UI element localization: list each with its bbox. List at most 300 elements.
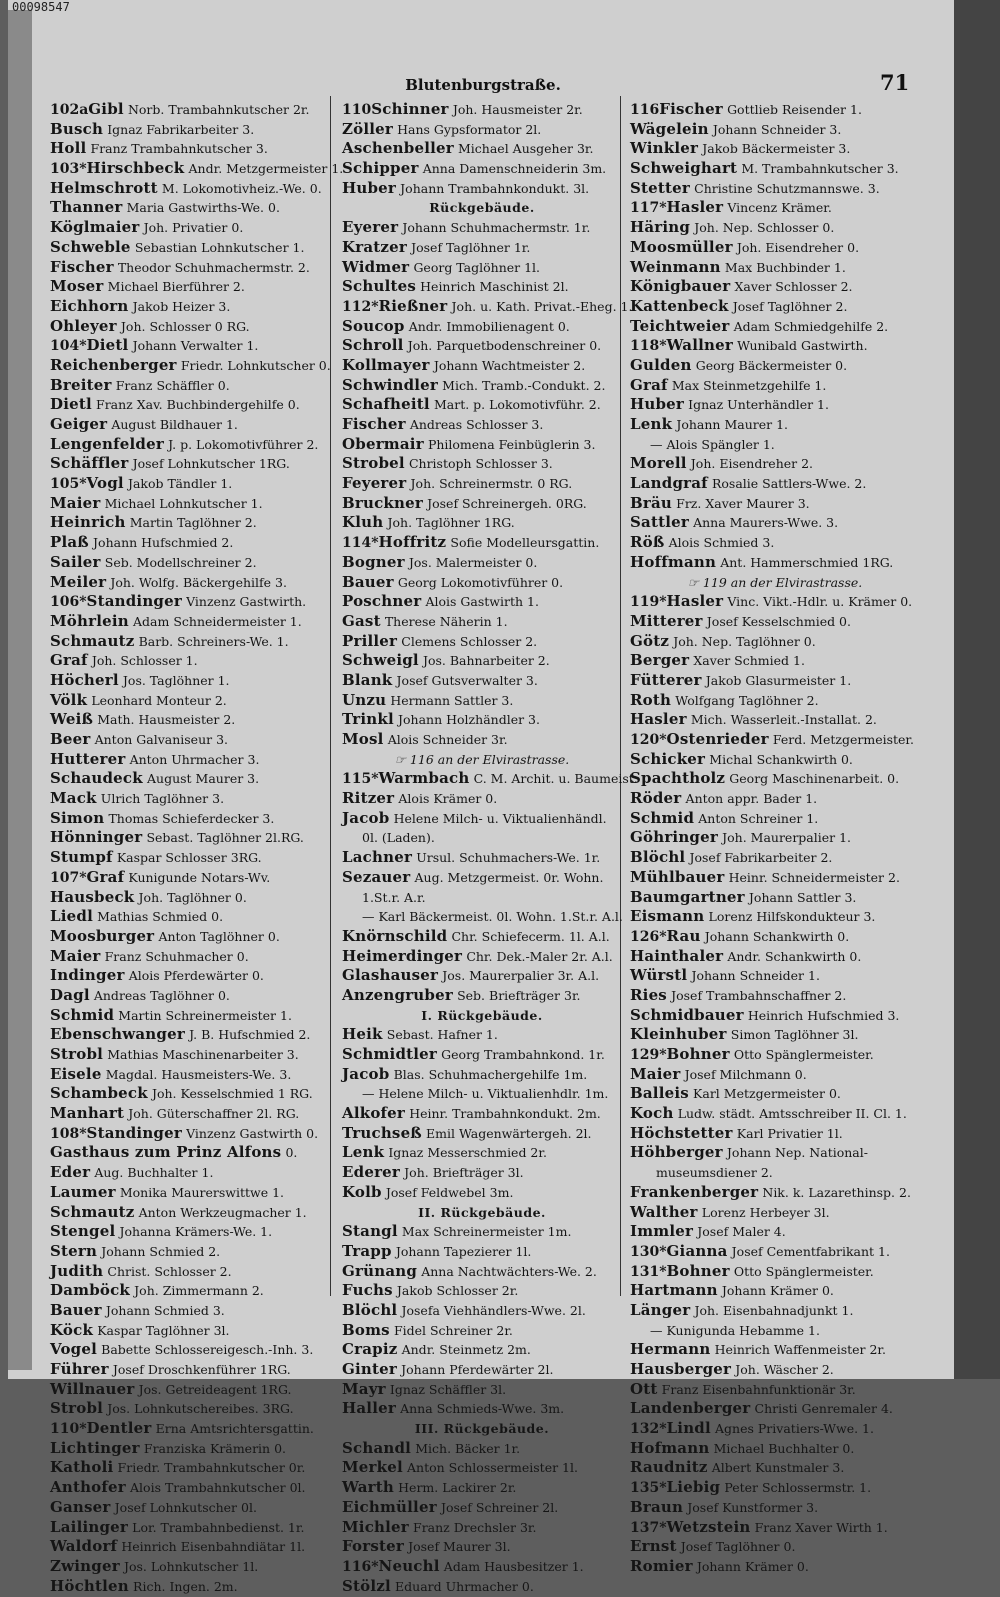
resident-surname: Priller: [342, 631, 398, 650]
section-heading: [342, 1419, 622, 1439]
resident-surname: Moosburger: [50, 926, 155, 945]
resident-entry: [342, 1242, 622, 1262]
resident-details: Adam Schneidermeister 1.: [133, 613, 302, 629]
resident-entry: [630, 750, 920, 770]
resident-entry: [630, 1498, 920, 1518]
resident-surname: Grünang: [342, 1261, 418, 1280]
resident-details: Agnes Privatiers-Wwe. 1.: [715, 1421, 874, 1437]
resident-surname: Ritzer: [342, 789, 395, 808]
resident-entry: [342, 356, 622, 376]
resident-surname: Koch: [630, 1104, 674, 1123]
resident-entry: [630, 179, 920, 199]
resident-details: Otto Spänglermeister.: [733, 1263, 874, 1279]
resident-surname: Liebig: [666, 1478, 721, 1497]
resident-surname: Göhringer: [630, 828, 718, 847]
resident-entry: [50, 258, 322, 278]
resident-surname: Hönninger: [50, 828, 143, 847]
resident-entry: [630, 927, 920, 947]
resident-surname: Stern: [50, 1241, 98, 1260]
resident-surname: Strobl: [50, 1399, 104, 1418]
resident-details: Joh. Wäscher 2.: [735, 1362, 834, 1377]
resident-details: Erna Amtsrichtersgattin.: [155, 1421, 314, 1437]
column-1: [50, 100, 344, 1596]
resident-entry: [630, 395, 920, 415]
resident-details: Franz Trambahnkutscher 3.: [90, 141, 268, 157]
resident-surname: Strobl: [50, 1045, 104, 1063]
resident-details: M. Lokomotivheiz.-We. 0.: [161, 180, 322, 196]
entry-continuation: [342, 907, 622, 927]
resident-entry: [342, 651, 622, 671]
resident-surname: Waldorf: [50, 1537, 118, 1556]
resident-entry: [630, 474, 920, 494]
resident-entry: [342, 296, 633, 317]
resident-details: August Maurer 3.: [147, 771, 260, 787]
resident-details: Adam Hausbesitzer 1.: [443, 1558, 584, 1574]
resident-entry: [342, 218, 622, 238]
resident-details: Anna Damenschneiderin 3m.: [422, 161, 607, 177]
entry-continuation: [342, 1084, 622, 1104]
resident-surname: Breiter: [50, 375, 112, 394]
entry-continuation: [630, 435, 920, 455]
resident-surname: Sailer: [50, 552, 101, 571]
resident-entry: [50, 1281, 322, 1301]
entry-continuation: [342, 828, 622, 848]
resident-entry: [342, 1262, 622, 1282]
resident-details: Anton Taglöhner 0.: [158, 928, 280, 944]
resident-entry: [50, 671, 322, 691]
resident-entry: [342, 474, 622, 494]
resident-details: Kaspar Taglöhner 3l.: [97, 1322, 230, 1338]
resident-surname: Bauer: [50, 1300, 102, 1319]
resident-entry: [342, 238, 622, 258]
resident-entry: [630, 1203, 920, 1223]
entry-continuation-text: — Kunigunda Hebamme 1.: [650, 1322, 820, 1338]
resident-details: Rosalie Sattlers-Wwe. 2.: [711, 476, 867, 492]
resident-details: Joh. Parquetbodenschreiner 0.: [407, 338, 602, 354]
resident-details: Franz Xaver Wirth 1.: [754, 1519, 888, 1535]
resident-surname: Hainthaler: [630, 946, 724, 965]
resident-details: Jos. Lohnkutschereibes. 3RG.: [107, 1401, 294, 1417]
resident-surname: Obermair: [342, 434, 424, 453]
resident-entry: [630, 238, 920, 258]
resident-entry: [630, 1065, 920, 1085]
resident-entry: [342, 1124, 622, 1144]
resident-surname: Thanner: [50, 198, 123, 217]
house-number: 107*: [50, 869, 87, 886]
resident-details: Joh. Zimmermann 2.: [134, 1283, 264, 1299]
resident-surname: Heinrich: [50, 513, 126, 532]
resident-details: Joh. Güterschaffner 2l. RG.: [128, 1106, 300, 1122]
resident-entry: [630, 553, 920, 573]
house-number: 103*: [50, 161, 87, 178]
resident-details: Alois Gastwirth 1.: [425, 594, 539, 610]
resident-surname: Braun: [630, 1497, 684, 1516]
resident-entry: [50, 907, 322, 927]
resident-entry: [342, 671, 622, 691]
resident-details: Otto Spänglermeister.: [733, 1047, 874, 1062]
resident-details: Hermann Sattler 3.: [390, 692, 514, 708]
resident-surname: Manhart: [50, 1104, 125, 1123]
resident-details: Ignaz Fabrikarbeiter 3.: [107, 121, 255, 137]
resident-entry: [50, 1399, 322, 1419]
resident-surname: Hausbeck: [50, 887, 135, 906]
resident-details: August Bildhauer 1.: [111, 417, 238, 432]
column-divider: [330, 96, 331, 1296]
resident-details: Mart. p. Lokomotivführ. 2.: [433, 397, 601, 413]
resident-details: Wolfgang Taglöhner 2.: [675, 692, 819, 708]
resident-details: Eduard Uhrmacher 0.: [395, 1578, 534, 1594]
resident-entry: [50, 139, 322, 159]
resident-entry: [50, 1065, 322, 1085]
resident-details: Maria Gastwirths-We. 0.: [126, 200, 280, 216]
resident-details: Vincenz Krämer.: [727, 200, 832, 216]
resident-entry: [342, 454, 622, 474]
resident-details: Magdal. Hausmeisters-We. 3.: [105, 1066, 292, 1082]
resident-entry: [50, 632, 322, 652]
resident-surname: Walther: [630, 1202, 698, 1221]
resident-entry: [50, 1419, 322, 1439]
resident-details: Joh. u. Kath. Privat.-Eheg. 1.: [451, 298, 633, 314]
resident-surname: Rau: [666, 926, 701, 945]
resident-details: Josef Schreinergeh. 0RG.: [427, 495, 587, 511]
resident-entry: [630, 1006, 920, 1026]
resident-entry: [630, 533, 920, 553]
resident-entry: [50, 1577, 322, 1597]
resident-details: Johann Krämer 0.: [696, 1558, 809, 1574]
resident-details: Anton appr. Bader 1.: [685, 791, 818, 807]
resident-entry: [50, 1124, 322, 1144]
resident-surname: Wetzstein: [666, 1517, 751, 1536]
resident-surname: Lachner: [342, 848, 413, 867]
resident-entry: [342, 159, 622, 179]
left-page-gutter: [8, 10, 32, 1370]
resident-entry: [342, 573, 622, 593]
resident-surname: Anthofer: [50, 1478, 126, 1497]
resident-surname: Stumpf: [50, 848, 113, 867]
resident-surname: Hoffritz: [378, 533, 447, 552]
house-number: 102a: [50, 102, 89, 118]
resident-surname: Plaß: [50, 533, 89, 552]
resident-details: Christoph Schlosser 3.: [408, 456, 553, 472]
resident-surname: Berger: [630, 651, 690, 670]
resident-entry: [50, 966, 322, 986]
resident-surname: Teichtweier: [630, 316, 730, 335]
resident-surname: Anzengruber: [342, 985, 453, 1004]
resident-surname: Schmidtler: [342, 1045, 438, 1063]
resident-entry: [342, 1478, 622, 1498]
resident-surname: Röß: [630, 533, 665, 552]
resident-entry: [342, 277, 622, 297]
resident-details: Helene Milch- u. Viktualienhändl.: [393, 810, 607, 826]
resident-entry: [630, 159, 920, 179]
resident-details: Johann Hufschmied 2.: [93, 535, 234, 551]
resident-surname: Götz: [630, 631, 670, 650]
resident-entry: [342, 1380, 622, 1400]
resident-entry: [50, 789, 322, 809]
resident-entry: [630, 1360, 920, 1380]
resident-entry: [50, 435, 322, 455]
resident-details: Christine Schutzmannswe. 3.: [694, 180, 880, 196]
resident-entry: [50, 1025, 322, 1045]
resident-surname: Roth: [630, 690, 672, 709]
resident-entry: [342, 1025, 622, 1045]
resident-details: Johann Sattler 3.: [748, 889, 857, 905]
resident-surname: Kleinhuber: [630, 1025, 727, 1044]
resident-entry: [50, 454, 322, 474]
resident-details: Georg Trambahnkond. 1r.: [441, 1047, 605, 1062]
resident-entry: [630, 651, 920, 671]
resident-surname: Glashauser: [342, 966, 439, 985]
resident-entry: [630, 1143, 920, 1163]
resident-details: Josef Cementfabrikant 1.: [731, 1243, 890, 1259]
resident-details: Jos. Taglöhner 1.: [122, 672, 230, 688]
resident-details: Johann Tapezierer 1l.: [395, 1243, 532, 1259]
entry-continuation-text: — Karl Bäckermeist. 0l. Wohn. 1.St.r. A.l.: [362, 909, 623, 925]
resident-entry: [50, 1498, 322, 1518]
resident-entry: [630, 258, 920, 278]
resident-surname: Fischer: [50, 257, 114, 276]
resident-details: Josef Fabrikarbeiter 2.: [689, 850, 833, 866]
resident-surname: Kluh: [342, 513, 384, 532]
resident-entry: [50, 100, 322, 120]
resident-surname: Schultes: [342, 277, 416, 296]
resident-entry: [630, 297, 920, 317]
resident-entry: [50, 1557, 322, 1577]
resident-entry: [50, 573, 322, 593]
section-heading-text: III. Rückgebäude.: [414, 1421, 550, 1437]
resident-details: Christi Genremaler 4.: [754, 1401, 893, 1417]
resident-surname: Länger: [630, 1300, 691, 1319]
resident-surname: Bohner: [666, 1045, 730, 1063]
resident-entry: [342, 1399, 622, 1419]
cross-reference-note: [630, 573, 920, 593]
resident-entry: [630, 100, 920, 120]
resident-entry: [630, 277, 920, 297]
entry-continuation: [630, 1321, 920, 1341]
resident-entry: [342, 612, 622, 632]
resident-surname: Stengel: [50, 1222, 116, 1241]
resident-surname: Alkofer: [342, 1104, 406, 1123]
resident-details: Johann Pferdewärter 2l.: [401, 1362, 554, 1377]
resident-entry: [50, 1537, 322, 1557]
resident-entry: [50, 769, 322, 789]
resident-entry: [50, 1006, 322, 1026]
resident-surname: Strobel: [342, 454, 405, 473]
resident-entry: [342, 1222, 622, 1242]
resident-entry: [50, 730, 322, 750]
resident-entry: [630, 1340, 920, 1360]
resident-entry: [342, 1104, 622, 1124]
resident-surname: Merkel: [342, 1458, 403, 1477]
resident-details: Norb. Trambahnkutscher 2r.: [127, 102, 310, 117]
resident-details: Aug. Metzgermeist. 0r. Wohn.: [414, 869, 604, 885]
resident-entry: [50, 494, 322, 514]
resident-surname: Gasthaus zum Prinz Alfons: [50, 1143, 282, 1162]
resident-entry: [630, 198, 920, 218]
resident-details: Michael Ausgeher 3r.: [458, 141, 594, 157]
resident-details: Albert Kunstmaler 3.: [711, 1460, 845, 1476]
resident-entry: [630, 1419, 920, 1439]
resident-surname: Graf: [86, 867, 125, 886]
resident-surname: Hirschbeck: [86, 159, 185, 178]
resident-details: Mich. Tramb.-Condukt. 2.: [442, 377, 606, 393]
resident-surname: Ederer: [342, 1163, 401, 1182]
resident-surname: Höchstetter: [630, 1123, 733, 1142]
resident-surname: Fütterer: [630, 670, 702, 689]
resident-details: J. p. Lokomotivführer 2.: [168, 436, 319, 452]
resident-surname: Mitterer: [630, 611, 703, 630]
resident-details: Joh. Wolfg. Bäckergehilfe 3.: [110, 574, 287, 590]
resident-entry: [630, 1399, 920, 1419]
resident-surname: Landgraf: [630, 474, 708, 493]
resident-entry: [342, 1321, 622, 1341]
resident-details: Karl Metzgermeister 0.: [693, 1086, 841, 1102]
resident-details: Sebastian Lohnkutscher 1.: [134, 239, 305, 255]
resident-details: Andreas Schlosser 3.: [409, 417, 544, 432]
resident-entry: [630, 868, 920, 888]
resident-details: Anton Schreiner 1.: [698, 810, 819, 826]
resident-details: Heinrich Maschinist 2l.: [420, 279, 569, 295]
resident-surname: Köck: [50, 1320, 94, 1339]
resident-details: Lor. Trambahnbedienst. 1r.: [132, 1519, 305, 1535]
resident-details: Lorenz Herbeyer 3l.: [701, 1204, 830, 1220]
house-number: 106*: [50, 594, 87, 611]
resident-entry: [630, 612, 920, 632]
resident-entry: [50, 159, 344, 179]
resident-details: Johann Schuhmachermstr. 1r.: [402, 220, 591, 236]
resident-details: Vinzenz Gastwirth 0.: [186, 1125, 319, 1141]
resident-details: Josef Schreiner 2l.: [440, 1499, 559, 1515]
resident-surname: Hausberger: [630, 1360, 732, 1378]
resident-entry: [342, 1183, 622, 1203]
resident-surname: Höchtlen: [50, 1576, 129, 1595]
resident-details: Johann Nep. National-: [726, 1145, 868, 1161]
house-number: 117*: [630, 200, 667, 217]
resident-surname: Busch: [50, 119, 104, 138]
resident-surname: Graf: [50, 651, 88, 670]
resident-surname: Höhberger: [630, 1143, 723, 1162]
resident-details: Joh. Privatier 0.: [143, 220, 244, 236]
resident-details: Joh. Eisendreher 2.: [690, 456, 814, 472]
resident-entry: [630, 317, 920, 337]
resident-details: Friedr. Trambahnkutscher 0r.: [117, 1460, 306, 1476]
resident-surname: Reichenberger: [50, 355, 177, 374]
resident-details: Andr. Steinmetz 2m.: [401, 1342, 531, 1358]
resident-surname: Schmautz: [50, 1202, 135, 1221]
resident-details: Kunigunde Notars-Wv.: [128, 869, 271, 885]
resident-details: Vinzenz Gastwirth.: [186, 594, 307, 610]
resident-details: M. Trambahnkutscher 3.: [741, 161, 899, 177]
resident-surname: Bräu: [630, 493, 673, 512]
resident-surname: Gulden: [630, 355, 692, 374]
resident-surname: Schmid: [50, 1005, 115, 1024]
resident-surname: Kollmayer: [342, 355, 430, 374]
resident-entry: [50, 612, 322, 632]
resident-details: Joh. Eisenbahnadjunkt 1.: [694, 1302, 854, 1318]
resident-details: Franz Xav. Buchbindergehilfe 0.: [96, 397, 300, 413]
resident-details: Ulrich Taglöhner 3.: [100, 791, 225, 807]
resident-details: Franziska Krämerin 0.: [143, 1440, 286, 1456]
resident-surname: Maier: [630, 1064, 681, 1083]
resident-entry: [630, 454, 920, 474]
resident-surname: Balleis: [630, 1084, 689, 1103]
resident-details: Blas. Schuhmachergehilfe 1m.: [393, 1066, 588, 1082]
resident-surname: Stölzl: [342, 1576, 391, 1595]
resident-details: Johann Verwalter 1.: [132, 338, 259, 354]
resident-surname: Meiler: [50, 572, 107, 591]
resident-details: Mich. Wasserleit.-Installat. 2.: [690, 712, 877, 728]
resident-entry: [342, 1439, 622, 1459]
resident-details: Barb. Schreiners-We. 1.: [138, 633, 289, 649]
entry-continuation: [630, 1163, 920, 1183]
resident-entry: [630, 947, 920, 967]
resident-entry: [630, 1301, 920, 1321]
resident-surname: Mack: [50, 789, 97, 808]
resident-details: Christ. Schlosser 2.: [107, 1263, 232, 1279]
resident-surname: Köglmaier: [50, 218, 140, 237]
resident-surname: Geiger: [50, 415, 108, 433]
resident-details: Max Schreinermeister 1m.: [401, 1224, 572, 1240]
resident-details: Lorenz Hilfskondukteur 3.: [708, 909, 876, 925]
resident-details: Josef Trambahnschaffner 2.: [671, 987, 847, 1003]
resident-details: Anton Galvaniseur 3.: [94, 732, 228, 747]
resident-surname: Blank: [342, 670, 393, 689]
resident-surname: Laumer: [50, 1182, 116, 1201]
resident-details: Mathias Schmied 0.: [97, 909, 224, 925]
resident-surname: Trapp: [342, 1241, 392, 1260]
resident-details: Alois Schmied 3.: [668, 535, 775, 551]
resident-details: Ferd. Metzgermeister.: [772, 732, 915, 747]
resident-entry: [630, 769, 920, 789]
resident-details: Jos. Malermeister 0.: [408, 554, 538, 570]
resident-details: Anna Nachtwächters-We. 2.: [421, 1263, 597, 1279]
resident-entry: [50, 474, 322, 494]
resident-entry: [342, 947, 622, 967]
section-heading-text: Rückgebäude.: [429, 200, 535, 216]
resident-details: Josefa Viehhändlers-Wwe. 2l.: [401, 1302, 586, 1318]
resident-surname: Kattenbeck: [630, 296, 729, 315]
resident-details: Josef Milchmann 0.: [684, 1066, 807, 1082]
resident-entry: [50, 533, 322, 553]
resident-details: Michal Schankwirth 0.: [709, 751, 853, 767]
resident-entry: [50, 651, 322, 671]
book-edge: [954, 0, 1000, 1379]
resident-surname: Weinmann: [630, 257, 721, 276]
resident-entry: [50, 1045, 322, 1065]
resident-surname: Rießner: [378, 296, 448, 315]
resident-entry: [630, 710, 920, 730]
house-number: 110*: [50, 1421, 87, 1438]
resident-surname: Liedl: [50, 907, 93, 926]
resident-entry: [342, 513, 622, 533]
resident-entry: [342, 494, 622, 514]
resident-surname: Unzu: [342, 690, 387, 709]
resident-surname: Zöller: [342, 119, 393, 138]
resident-details: Xaver Schlosser 2.: [734, 279, 853, 295]
resident-details: Jakob Schlosser 2r.: [396, 1283, 519, 1299]
resident-entry: [342, 1340, 622, 1360]
resident-entry: [630, 809, 920, 829]
resident-entry: [630, 1439, 920, 1459]
resident-details: Heinrich Eisenbahndiätar 1l.: [121, 1539, 306, 1555]
resident-surname: Bogner: [342, 552, 405, 571]
resident-entry: [630, 1222, 920, 1242]
resident-details: Johann Krämer 0.: [721, 1283, 834, 1299]
page-title: Blutenburgstraße.: [405, 76, 561, 94]
resident-surname: Schaudeck: [50, 769, 143, 788]
resident-surname: Eichmüller: [342, 1497, 437, 1516]
resident-entry: [50, 1104, 322, 1124]
